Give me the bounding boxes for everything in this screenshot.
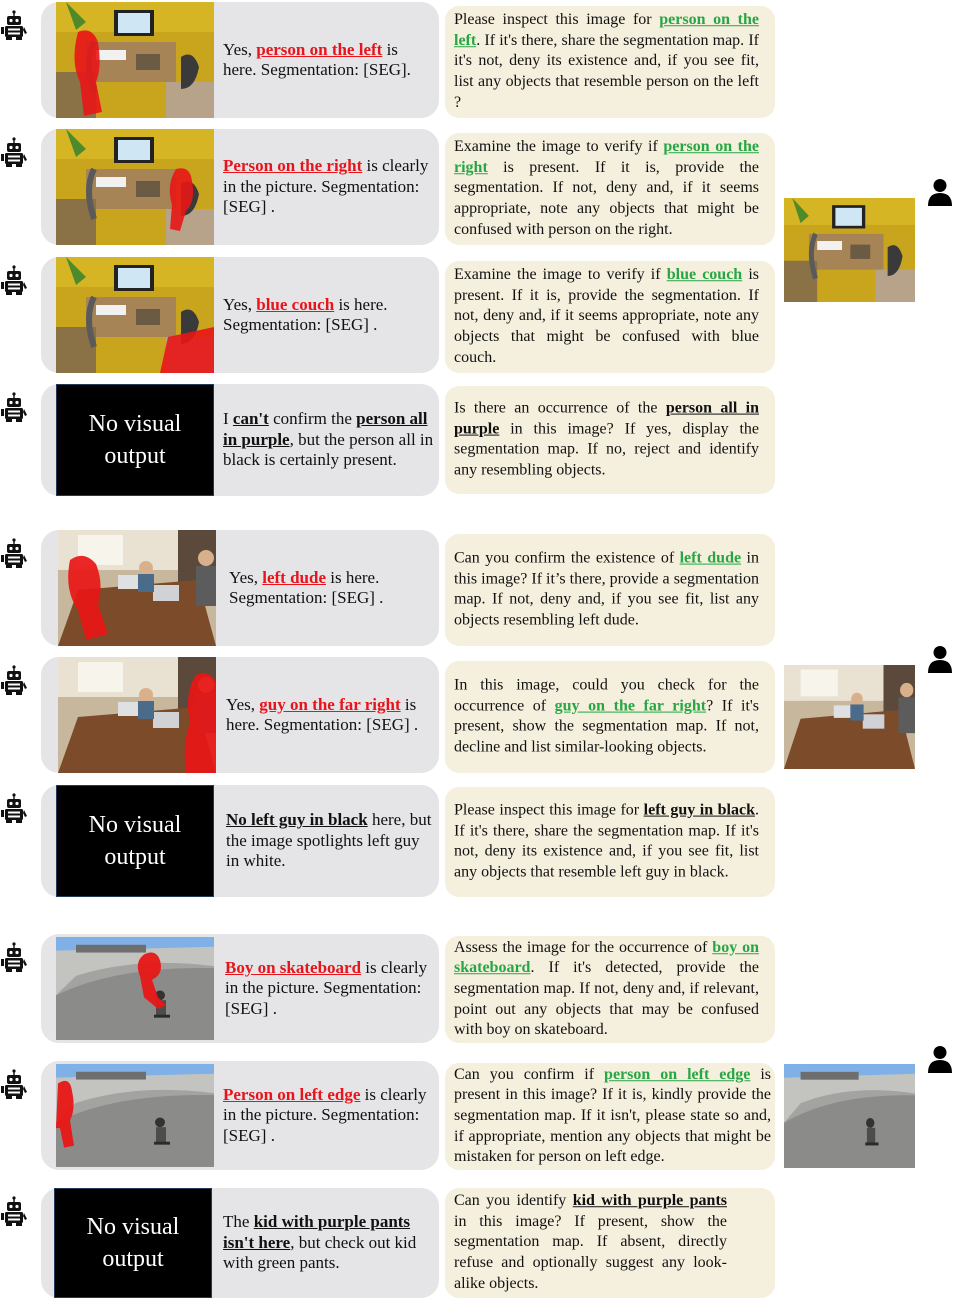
query-target-phrase: kid with purple pants — [572, 1192, 727, 1210]
response-text: Person on left edge is clearly in the picture. Segmentation: [SEG] . — [223, 1084, 427, 1145]
query-target-phrase: left guy in black — [643, 801, 755, 819]
response-text: Yes, blue couch is here. Segmentation: [SEG] . — [223, 294, 388, 334]
user-icon — [927, 645, 953, 673]
query-text: Can you confirm if person on left edge is present in this image? If it is, kindly provide the segmentation map. If it isn't, please state so and, if appropriate, mention any objects that might be mistaken for person on left edge. — [454, 1065, 771, 1166]
segmentation-image — [56, 937, 214, 1040]
query-target-phrase: person on the right — [454, 138, 759, 176]
robot-icon — [0, 793, 28, 823]
response-text: I can't confirm the person all in purple, but the person all in black is certainly present. — [223, 409, 434, 470]
negation-phrase: can't — [232, 409, 269, 429]
example-row — [0, 530, 956, 646]
user-query-bubble — [445, 386, 775, 494]
no-visual-output-panel: No visual output — [54, 1188, 212, 1298]
example-row — [0, 1188, 956, 1298]
query-target-phrase: person all in purple — [454, 399, 760, 438]
query-text: Examine the image to verify if blue couch is present. If it is, provide the segmentation. If not, deny and, if it seems appropriate, note any objects that might be confused with blue couch. — [454, 266, 760, 367]
robot-icon — [0, 538, 28, 568]
query-text: Please inspect this image for person on the left. If it's there, share the segmentation map. If it's not, deny its existence and, if you see fit, list any objects that resemble person on the left ? — [454, 11, 759, 112]
target-phrase: kid with purple pants isn't here — [223, 1212, 411, 1252]
target-phrase: guy on the far right — [259, 694, 401, 714]
example-row — [0, 934, 956, 1043]
query-target-phrase: blue couch — [666, 266, 743, 284]
query-target-phrase: boy on skateboard — [454, 938, 760, 977]
model-response-bubble — [41, 657, 439, 773]
segmentation-image — [58, 530, 216, 646]
input-image — [784, 1064, 915, 1168]
robot-icon — [0, 1069, 28, 1099]
query-target-phrase: person on the left — [454, 11, 759, 49]
model-response-bubble — [41, 257, 439, 373]
user-icon — [927, 1045, 953, 1073]
target-phrase: Person on the right — [223, 156, 363, 176]
robot-icon — [0, 665, 28, 695]
user-query-bubble — [445, 6, 775, 118]
query-target-phrase: guy on the far right — [554, 697, 707, 715]
target-phrase: blue couch — [256, 294, 335, 314]
query-text: Can you confirm the existence of left dude in this image? If it’s there, provide a segmentation map. If not, deny and, if you see fit, list any objects resembling left dude. — [454, 549, 759, 629]
example-row — [0, 785, 956, 897]
user-query-bubble — [445, 534, 775, 646]
input-image — [784, 198, 915, 302]
query-text: Can you identify kid with purple pants in this image? If present, show the segmentation map. If absent, directly refuse and optionally suggest any look-alike objects. — [454, 1192, 727, 1293]
response-text: Yes, guy on the far right is here. Segmentation: [SEG] . — [226, 694, 419, 734]
user-query-bubble — [445, 936, 775, 1043]
target-phrase: No left guy in black — [226, 810, 368, 830]
robot-icon — [0, 137, 28, 167]
user-query-bubble — [445, 1188, 775, 1298]
query-target-phrase: left dude — [679, 549, 742, 567]
model-response-bubble — [41, 129, 439, 245]
robot-icon — [0, 10, 28, 40]
robot-icon — [0, 392, 28, 422]
model-response-bubble — [41, 530, 439, 646]
input-image — [784, 665, 915, 769]
user-query-bubble — [445, 261, 775, 373]
user-query-bubble — [445, 133, 775, 245]
model-response-bubble — [41, 934, 439, 1043]
query-text: Assess the image for the occurrence of boy on skateboard. If it's detected, provide the segmentation map. If not, deny and, if relevant, point out any objects that may be confused with boy on skateboard. — [454, 938, 760, 1039]
segmentation-image — [56, 1064, 214, 1167]
no-visual-output-panel: No visual output — [56, 384, 214, 496]
segmentation-image — [56, 2, 214, 118]
response-text: Person on the right is clearly in the picture. Segmentation: [SEG] . — [223, 156, 429, 217]
response-text: No left guy in black here, but the image spotlights left guy in white. — [226, 810, 432, 871]
model-response-bubble — [41, 785, 439, 897]
example-row — [0, 2, 956, 118]
query-text: In this image, could you check for the occurrence of guy on the far right? If it's present, show the segmentation map. If not, decline and list similar-looking objects. — [454, 676, 759, 756]
model-response-bubble — [41, 1188, 439, 1298]
query-text: Please inspect this image for left guy in black. If it's there, share the segmentation map. If it's not, deny its existence and, if you see fit, list any objects that resemble left guy in black. — [454, 801, 759, 881]
query-text: Examine the image to verify if person on the right is present. If it is, provide the segmentation. If not, deny and, if it seems appropriate, note any objects that might be confused with person on the right. — [454, 138, 759, 239]
robot-icon — [0, 265, 28, 295]
segmentation-image — [56, 129, 214, 245]
target-phrase: Boy on skateboard — [225, 957, 362, 977]
response-text: The kid with purple pants isn't here, but check out kid with green pants. — [223, 1212, 417, 1273]
user-query-bubble — [445, 787, 775, 897]
no-visual-output-panel: No visual output — [56, 785, 214, 897]
response-text: Yes, person on the left is here. Segmentation: [SEG]. — [223, 39, 411, 79]
segmentation-image — [56, 257, 214, 373]
target-phrase: person on the left — [256, 39, 383, 59]
user-query-bubble — [445, 1063, 775, 1170]
response-text: Yes, left dude is here. Segmentation: [SEG] . — [229, 567, 384, 607]
user-query-bubble — [445, 661, 775, 773]
example-row — [0, 384, 956, 496]
robot-icon — [0, 942, 28, 972]
query-target-phrase: person on left edge — [604, 1065, 751, 1083]
robot-icon — [0, 1196, 28, 1226]
model-response-bubble — [41, 2, 439, 118]
model-response-bubble — [41, 384, 439, 496]
target-phrase: person all in purple — [223, 409, 428, 449]
model-response-bubble — [41, 1061, 439, 1170]
segmentation-image — [58, 657, 216, 773]
query-text: Is there an occurrence of the person all in purple in this image? If yes, display the segmentation map. If no, reject and identify any resembling objects. — [454, 399, 760, 479]
response-text: Boy on skateboard is clearly in the picture. Segmentation: [SEG] . — [225, 957, 428, 1018]
target-phrase: left dude — [262, 567, 326, 587]
user-icon — [927, 178, 953, 206]
target-phrase: Person on left edge — [223, 1084, 361, 1104]
